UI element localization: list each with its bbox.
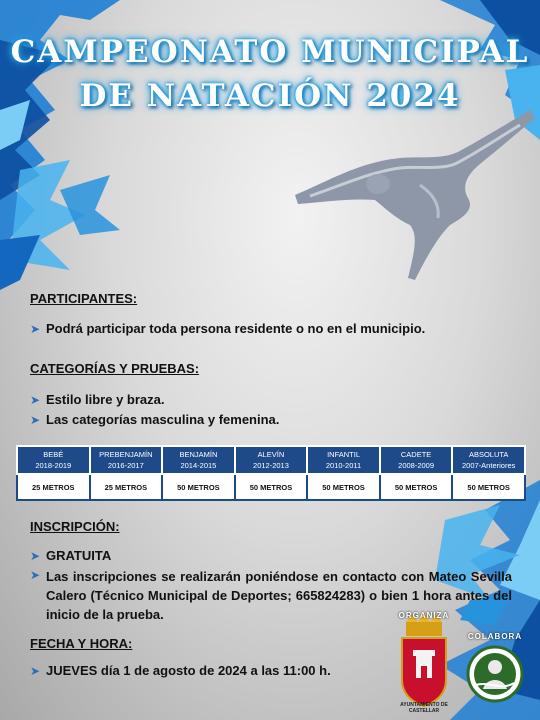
colabora-label: COLABORA bbox=[467, 632, 523, 641]
categorias-item bbox=[30, 412, 512, 427]
inscripcion-contact-text: Las inscripciones se realizarán poniéndose en contacto con Mateo Sevilla Calero (Técnico Municipal de Deportes; 665824283) o bien 1 hora antes del inicio de la prueba. bbox=[46, 569, 512, 622]
organiza-name: AYUNTAMIENTO DE CASTELLAR bbox=[400, 702, 448, 714]
table-cell: 25 METROS bbox=[17, 474, 90, 500]
arrow-bullet-icon: ➤ bbox=[30, 322, 41, 336]
town-crest-icon bbox=[392, 610, 456, 710]
section-heading-fecha: FECHA Y HORA: bbox=[30, 636, 133, 651]
table-header-cell: ALEVÍN 2012-2013 bbox=[235, 446, 308, 474]
table-row bbox=[17, 474, 525, 500]
participantes-item bbox=[30, 321, 512, 336]
fecha-item bbox=[30, 663, 390, 678]
swimmer-illustration bbox=[290, 100, 540, 290]
table-cell: 50 METROS bbox=[162, 474, 235, 500]
table-header-cell: ABSOLUTA 2007-Anteriores bbox=[452, 446, 525, 474]
organiza-label: ORGANIZA bbox=[398, 611, 450, 620]
table-header-cell: INFANTIL 2010-2011 bbox=[307, 446, 380, 474]
categorias-text: Estilo libre y braza. bbox=[46, 392, 165, 407]
table-header-row bbox=[17, 446, 525, 474]
section-heading-participantes: PARTICIPANTES: bbox=[30, 291, 138, 306]
table-cell: 50 METROS bbox=[380, 474, 453, 500]
section-heading-categorias: CATEGORÍAS Y PRUEBAS: bbox=[30, 361, 200, 376]
table-cell: 50 METROS bbox=[307, 474, 380, 500]
categorias-text: Las categorías masculina y femenina. bbox=[46, 412, 280, 427]
table-header-cell: BEBÉ 2018-2019 bbox=[17, 446, 90, 474]
club-logo-icon bbox=[466, 645, 524, 703]
poster-title-line2: DE NATACIÓN 2024 bbox=[79, 78, 461, 114]
inscripcion-free-text: GRATUITA bbox=[46, 548, 112, 563]
poster-title-line1: CAMPEONATO MUNICIPAL bbox=[10, 34, 530, 70]
table-cell: 50 METROS bbox=[452, 474, 525, 500]
table-cell: 25 METROS bbox=[90, 474, 163, 500]
arrow-bullet-icon: ➤ bbox=[30, 413, 41, 427]
table-header-cell: CADETE 2008-2009 bbox=[380, 446, 453, 474]
arrow-bullet-icon: ➤ bbox=[30, 568, 41, 582]
arrow-bullet-icon: ➤ bbox=[30, 549, 41, 563]
categorias-item bbox=[30, 392, 512, 407]
fecha-text: JUEVES día 1 de agosto de 2024 a las 11:00 h. bbox=[46, 663, 331, 678]
arrow-bullet-icon: ➤ bbox=[30, 664, 41, 678]
participantes-text: Podrá participar toda persona residente o no en el municipio. bbox=[46, 321, 426, 336]
inscripcion-item bbox=[30, 548, 512, 563]
table-header-cell: BENJAMÍN 2014-2015 bbox=[162, 446, 235, 474]
categories-table bbox=[16, 445, 526, 501]
table-cell: 50 METROS bbox=[235, 474, 308, 500]
section-heading-inscripcion: INSCRIPCIÓN: bbox=[30, 519, 120, 534]
arrow-bullet-icon: ➤ bbox=[30, 393, 41, 407]
table-header-cell: PREBENJAMÍN 2016-2017 bbox=[90, 446, 163, 474]
